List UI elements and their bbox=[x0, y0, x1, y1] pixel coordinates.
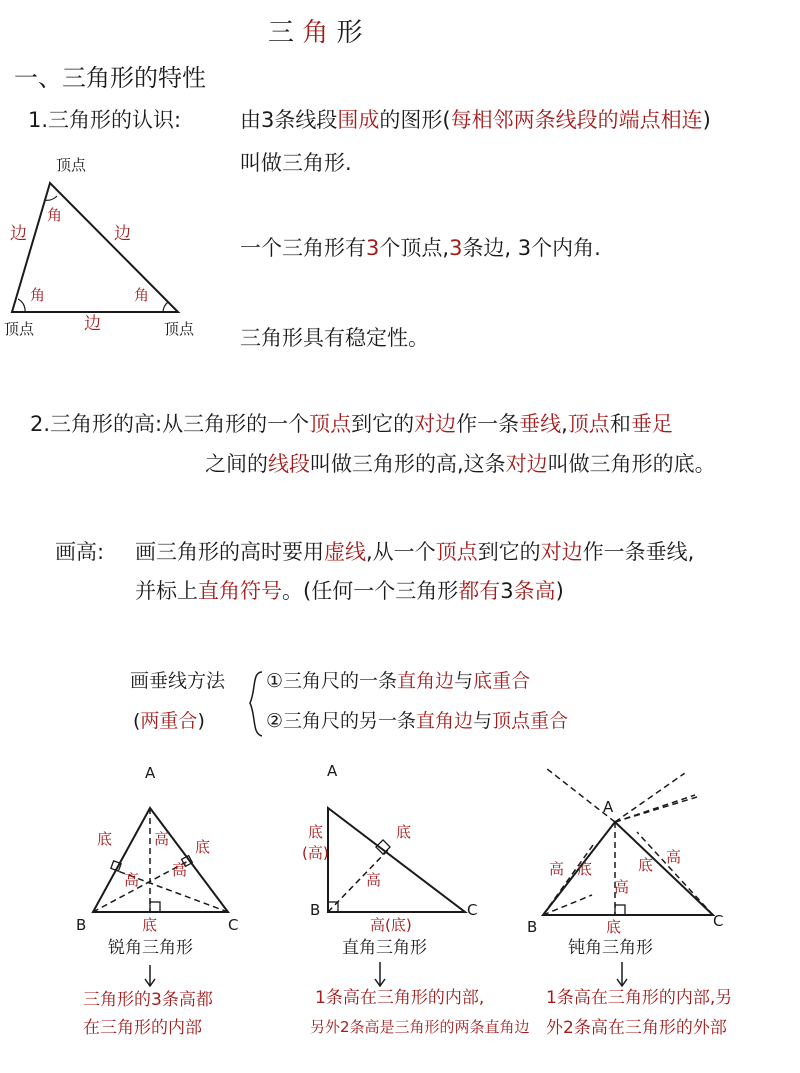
method-label bbox=[130, 672, 225, 691]
text-segment: 作一条垂线, bbox=[582, 540, 695, 564]
highlighted-text: 顶点 bbox=[435, 540, 478, 564]
triangle-note: 三角形的3条高都 bbox=[83, 990, 213, 1010]
vertex-label-left: 顶点 bbox=[4, 320, 35, 338]
highlighted-text: 两重合 bbox=[140, 710, 198, 732]
height-label: 高 bbox=[366, 871, 382, 889]
method-step2 bbox=[266, 712, 568, 731]
vertex-b: B bbox=[310, 901, 321, 919]
text-segment: 画垂线方法 bbox=[130, 670, 226, 692]
text-segment: 一、三角形的特性 bbox=[14, 64, 206, 92]
triangle-type-label: 钝角三角形 bbox=[568, 938, 653, 958]
highlighted-text: 对边 bbox=[540, 540, 583, 564]
draw-height-label bbox=[55, 542, 104, 563]
highlighted-text: 顶点重合 bbox=[492, 710, 569, 732]
side-height-label: (高) bbox=[302, 844, 329, 862]
base-label: 底 bbox=[97, 830, 113, 848]
base-label: 底 bbox=[577, 860, 593, 878]
text-segment: 由3条线段 bbox=[240, 108, 338, 132]
vertex-c: C bbox=[467, 901, 478, 919]
text-segment: ) bbox=[702, 108, 711, 132]
text-segment: ) bbox=[555, 579, 564, 603]
draw-height-line2 bbox=[135, 581, 564, 602]
highlighted-text: 直角边 bbox=[416, 710, 474, 732]
triangle-note: 另外2条高是三角形的两条直角边 bbox=[310, 1018, 530, 1036]
text-segment: 三 bbox=[268, 18, 303, 48]
side-base-label: 底 bbox=[308, 823, 324, 841]
height-definition-line2 bbox=[205, 454, 716, 475]
text-segment: 到它的 bbox=[477, 540, 541, 564]
text-segment: 。(任何一个三角形 bbox=[282, 579, 459, 603]
triangle-note: 外2条高在三角形的外部 bbox=[546, 1018, 727, 1038]
text-segment: 并标上 bbox=[135, 579, 198, 603]
highlighted-text: 底重合 bbox=[473, 670, 531, 692]
text-segment: ②三角尺的另一条 bbox=[266, 710, 417, 732]
height-label: 高 bbox=[549, 860, 565, 878]
side-label-left: 边 bbox=[10, 224, 27, 244]
vertex-label-right: 顶点 bbox=[164, 320, 195, 338]
method-step1 bbox=[266, 672, 530, 691]
vertex-label-top: 顶点 bbox=[56, 156, 87, 174]
highlighted-text: 垂足 bbox=[630, 412, 673, 436]
base-label: 底 bbox=[142, 916, 158, 934]
angle-label-left: 角 bbox=[30, 286, 46, 304]
highlighted-text: 角 bbox=[302, 18, 329, 48]
base-label: 底 bbox=[606, 918, 622, 936]
text-segment: 一个三角形有 bbox=[240, 236, 366, 260]
side-label-right: 边 bbox=[114, 224, 131, 244]
angle-label-right: 角 bbox=[134, 286, 150, 304]
highlighted-text: 虚线 bbox=[324, 540, 366, 564]
text-segment: 三角形具有稳定性。 bbox=[240, 326, 429, 350]
highlighted-text: 直角符号 bbox=[198, 579, 282, 603]
vertex-c: C bbox=[228, 916, 239, 934]
acute-triangle bbox=[93, 808, 228, 912]
text-segment: 画三角形的高时要用 bbox=[135, 540, 324, 564]
highlighted-text: 对边 bbox=[414, 412, 457, 436]
text-segment: ,从一个 bbox=[366, 540, 436, 564]
vertex-a: A bbox=[327, 762, 338, 780]
vertex-b: B bbox=[76, 916, 87, 934]
text-segment: 到它的 bbox=[351, 412, 415, 436]
highlighted-text: 围成 bbox=[337, 108, 380, 132]
base-label: 底 bbox=[195, 838, 211, 856]
triangle-type-label: 直角三角形 bbox=[342, 938, 427, 958]
highlighted-text: 条高 bbox=[513, 579, 556, 603]
highlighted-text: 每相邻两条线段的端点相连 bbox=[450, 108, 703, 132]
text-segment: 作一条 bbox=[456, 412, 520, 436]
height-label: 高 bbox=[124, 871, 140, 889]
text-segment: 叫做三角形. bbox=[240, 151, 352, 175]
highlighted-text: 垂线 bbox=[519, 412, 562, 436]
text-segment: 与 bbox=[454, 670, 474, 692]
text-segment: 个顶点, bbox=[379, 236, 450, 260]
method-sublabel bbox=[133, 712, 205, 731]
text-segment: ) bbox=[197, 710, 205, 732]
vertex-b: B bbox=[527, 918, 538, 936]
bottom-label: 高(底) bbox=[370, 916, 412, 934]
text-segment: ( bbox=[133, 710, 141, 732]
triangle-note: 1条高在三角形的内部, bbox=[315, 988, 485, 1008]
highlighted-text: 顶点 bbox=[309, 412, 352, 436]
text-segment: 与 bbox=[473, 710, 493, 732]
triangle-note: 在三角形的内部 bbox=[83, 1018, 202, 1038]
side-label-bottom: 边 bbox=[84, 314, 101, 334]
text-segment: 3 bbox=[500, 579, 514, 603]
height-label: 高 bbox=[666, 848, 682, 866]
text-segment: 叫做三角形的底。 bbox=[547, 452, 716, 476]
angle-label-top: 角 bbox=[47, 206, 63, 224]
base-label: 底 bbox=[396, 823, 412, 841]
highlighted-text: 都有 bbox=[458, 579, 501, 603]
highlighted-text: 直角边 bbox=[397, 670, 455, 692]
height-label: 高 bbox=[154, 830, 170, 848]
text-segment: 和 bbox=[609, 412, 631, 436]
triangle-note: 1条高在三角形的内部,另 bbox=[546, 988, 733, 1008]
highlighted-text: 线段 bbox=[268, 452, 310, 476]
highlighted-text: 对边 bbox=[505, 452, 548, 476]
text-segment: 形 bbox=[328, 18, 363, 48]
height-label: 高 bbox=[172, 861, 188, 879]
highlighted-text: 顶点 bbox=[567, 412, 610, 436]
vertex-a: A bbox=[603, 798, 614, 816]
height-definition-line1 bbox=[30, 414, 673, 435]
triangle-type-label: 锐角三角形 bbox=[108, 938, 193, 958]
text-segment: 1.三角形的认识: bbox=[28, 108, 182, 132]
text-segment: 2.三角形的高:从三角形的一个 bbox=[30, 412, 310, 436]
vertex-c: C bbox=[713, 912, 724, 930]
highlighted-text: 3 bbox=[366, 236, 380, 260]
text-segment: 叫做三角形的高,这条 bbox=[310, 452, 506, 476]
draw-height-line1 bbox=[135, 542, 694, 563]
text-segment: 之间的 bbox=[205, 452, 268, 476]
text-segment: 的图形( bbox=[379, 108, 451, 132]
highlighted-text: 3 bbox=[449, 236, 463, 260]
height-label: 高 bbox=[614, 878, 630, 896]
vertex-a: A bbox=[145, 764, 156, 782]
text-segment: 条边, 3个内角. bbox=[462, 236, 601, 260]
base-label: 底 bbox=[638, 856, 654, 874]
text-segment: , bbox=[561, 412, 568, 436]
text-segment: ①三角尺的一条 bbox=[266, 670, 398, 692]
text-segment: 画高: bbox=[55, 540, 105, 564]
